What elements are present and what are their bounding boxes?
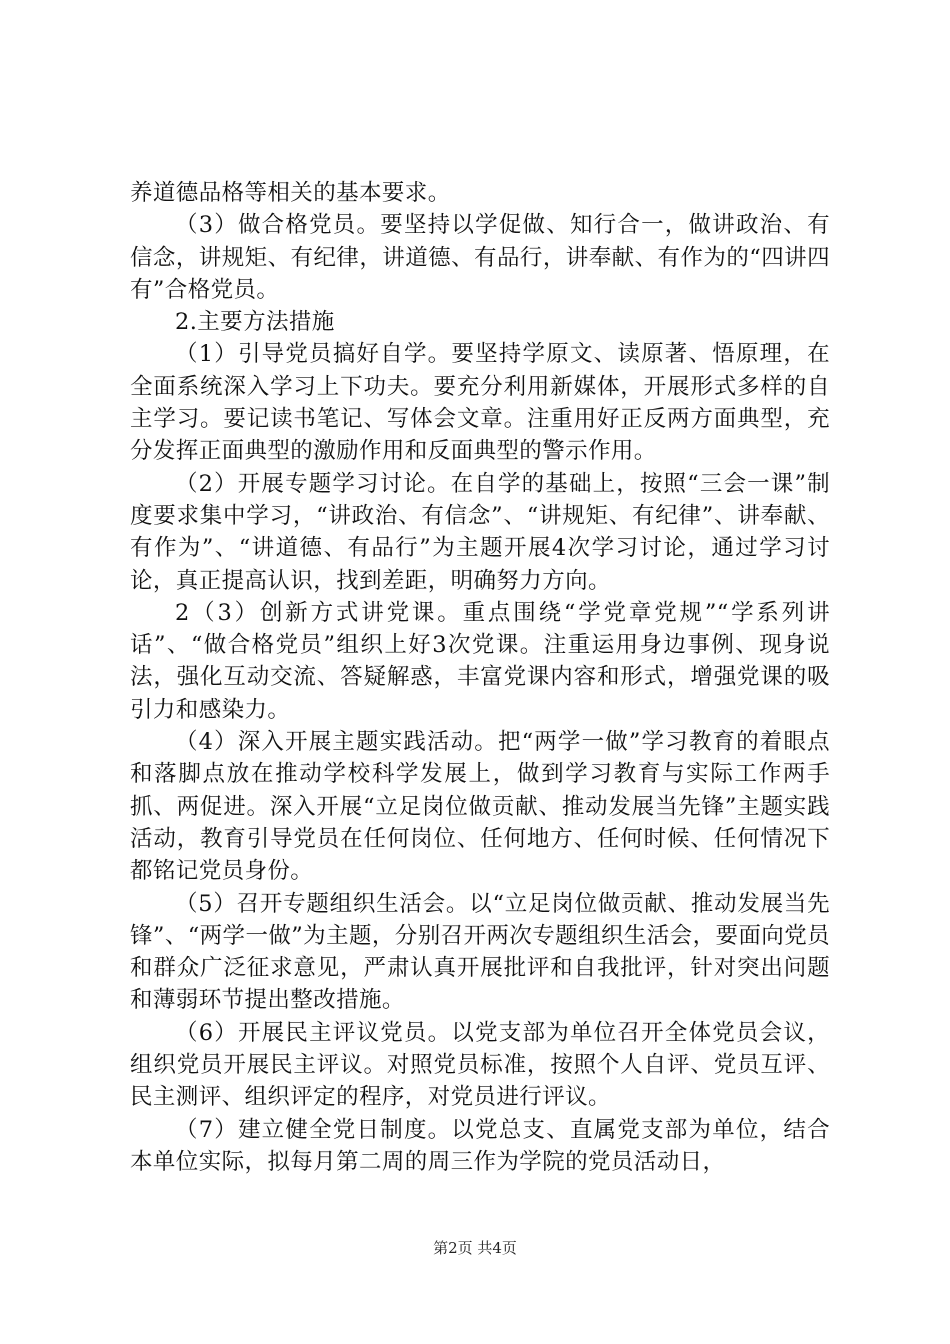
paragraph-continued: 养道德品格等相关的基本要求。 <box>130 180 451 206</box>
paragraph-party-lecture: 2（3）创新方式讲党课。重点围绕“学党章党规”“学系列讲话”、“做合格党员”组织上好3次党课。注重运用身边事例、现身说法，强化互动交流、答疑解惑，丰富党课内容和形式，增强党课的吸引力和感染力。 <box>130 599 830 723</box>
paragraph-organization-meeting: （5）召开专题组织生活会。以“立足岗位做贡献、推动发展当先锋”、“两学一做”为主题，分别召开两次专题组织生活会，要面向党员和群众广泛征求意见，严肃认真开展批评和自我批评，针对突出问题和薄弱环节提出整改措施。 <box>130 890 830 1014</box>
page-footer: 第2页 共4页 <box>433 1239 517 1257</box>
paragraph-qualified-member: （3）做合格党员。要坚持以学促做、知行合一，做讲政治、有信念，讲规矩、有纪律，讲道德、有品行，讲奉献、有作为的“四讲四有”合格党员。 <box>130 212 830 303</box>
section-heading-methods: 2.主要方法措施 <box>175 309 335 336</box>
paragraph-self-study: （1）引导党员搞好自学。要坚持学原文、读原著、悟原理，在全面系统深入学习上下功夫。要充分利用新媒体，开展形式多样的自主学习。要记读书笔记、写体会文章。注重用好正反两方面典型，充分发挥正面典型的激励作用和反面典型的警示作用。 <box>130 341 830 465</box>
document-body <box>130 177 830 1178</box>
paragraph-party-day: （7）建立健全党日制度。以党总支、直属党支部为单位，结合本单位实际，拟每月第二周的周三作为学院的党员活动日， <box>130 1116 830 1175</box>
paragraph-practice-activity: （4）深入开展主题实践活动。把“两学一做”学习教育的着眼点和落脚点放在推动学校科学发展上，做到学习教育与实际工作两手抓、两促进。深入开展“立足岗位做贡献、推动发展当先锋”主题实践活动，教育引导党员在任何岗位、任何地方、任何时候、任何情况下都铭记党员身份。 <box>130 729 830 885</box>
paragraph-topic-discussion: （2）开展专题学习讨论。在自学的基础上，按照“三会一课”制度要求集中学习，“讲政治、有信念”、“讲规矩、有纪律”、讲奉献、有作为”、“讲道德、有品行”为主题开展4次学习讨论，通过学习讨论，真正提高认识，找到差距，明确努力方向。 <box>130 470 830 594</box>
paragraph-democratic-review: （6）开展民主评议党员。以党支部为单位召开全体党员会议，组织党员开展民主评议。对照党员标准，按照个人自评、党员互评、民主测评、组织评定的程序，对党员进行评议。 <box>130 1019 830 1111</box>
